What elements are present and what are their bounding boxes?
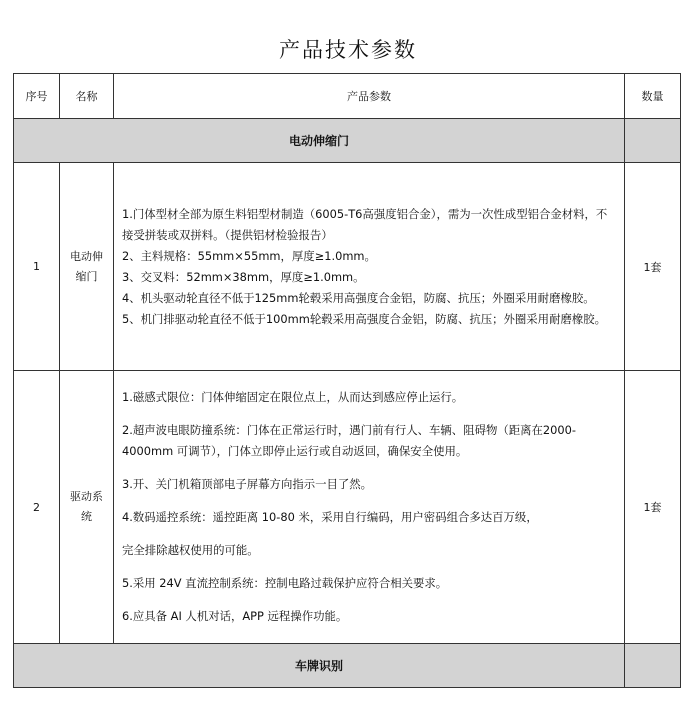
param-line: 1.门体型材全部为原生料铝型材制造（6005-T6高强度铝合金），需为一次性成型铝合金材料，不接受拼装或双拼料。（提供铝材检验报告）	[122, 206, 608, 242]
section-label-plate: 车牌识别	[14, 644, 625, 688]
page-title: 产品技术参数	[279, 38, 417, 62]
row-number: 2	[14, 371, 60, 644]
row-qty: 1套	[625, 163, 681, 371]
table-row	[14, 371, 681, 644]
param-line: 6.应具备 AI 人机对话，APP 远程操作功能。	[122, 609, 348, 623]
header-qty: 数量	[625, 74, 681, 119]
row-params	[114, 163, 625, 371]
row-number: 1	[14, 163, 60, 371]
param-line: 3、交叉料：52mm×38mm，厚度≥1.0mm。	[122, 269, 365, 284]
row-params	[114, 371, 625, 644]
row-name: 电动伸缩门	[60, 163, 114, 371]
header-name: 名称	[60, 74, 114, 119]
param-line: 5、机门排驱动轮直径不低于100mm轮毂采用高强度合金铝，防腐、抗压；外圈采用耐磨橡胶。	[122, 311, 607, 326]
header-no: 序号	[14, 74, 60, 119]
table-header-row	[14, 74, 681, 119]
param-line: 4.数码遥控系统：遥控距离 10-80 米，采用自行编码，用户密码组合多达百万级，	[122, 510, 538, 524]
param-line: 5.采用 24V 直流控制系统：控制电路过载保护应符合相关要求。	[122, 576, 448, 590]
param-line: 1.磁感式限位：门体伸缩固定在限位点上，从而达到感应停止运行。	[122, 390, 464, 404]
param-line: 4、机头驱动轮直径不低于125mm轮毂采用高强度合金铝，防腐、抗压；外圈采用耐磨橡胶。	[122, 290, 595, 305]
section-empty-cell	[625, 644, 681, 688]
row-name: 驱动系统	[60, 371, 114, 644]
param-line: 2、主料规格：55mm×55mm，厚度≥1.0mm。	[122, 248, 376, 263]
table-row	[14, 163, 681, 371]
param-line: 3.开、关门机箱顶部电子屏幕方向指示一目了然。	[122, 477, 373, 491]
param-line: 2.超声波电眼防撞系统：门体在正常运行时，遇门前有行人、车辆、阻碍物（距离在2000-4000mm 可调节），门体立即停止运行或自动返回，确保安全使用。	[122, 423, 577, 458]
spec-table	[13, 73, 681, 688]
param-line: 完全排除越权使用的可能。	[122, 543, 259, 557]
section-row-plate	[14, 644, 681, 688]
section-row-gate	[14, 119, 681, 163]
section-empty-cell	[625, 119, 681, 163]
section-label-gate: 电动伸缩门	[14, 119, 625, 163]
header-params: 产品参数	[114, 74, 625, 119]
row-qty: 1套	[625, 371, 681, 644]
